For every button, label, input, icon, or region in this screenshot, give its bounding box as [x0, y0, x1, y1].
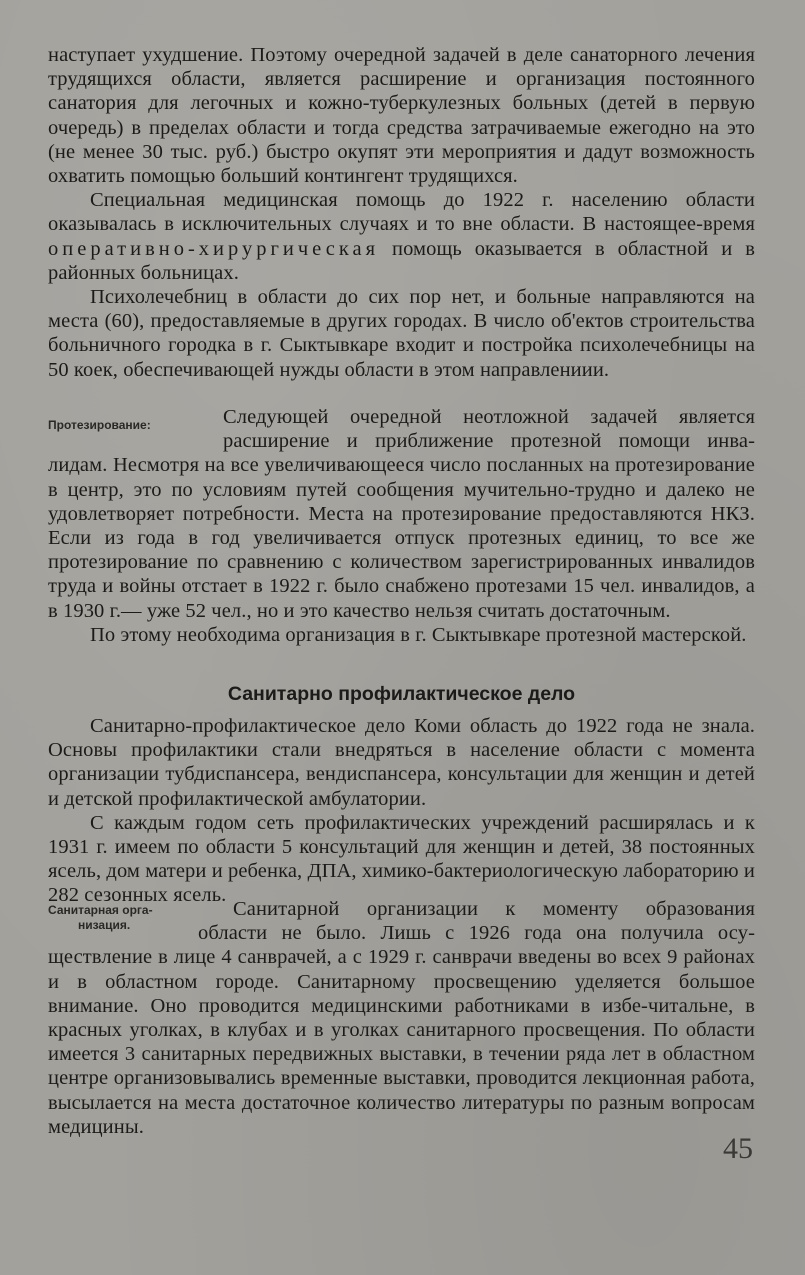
paragraph-prophylactic-network: С каждым годом сеть профилактических учреждений расширялась и к 1931 г. имеем по области 5 консультаций для женщин и детей, 38 постоянных ясель, дом матери и ребенка, ДПА, химико-бактериологическую лабораторию и 282 сезонных ясель.: [48, 811, 755, 907]
margin-note-prosthetics: Протезирование:: [48, 418, 151, 432]
paragraph-sanitary-first: Санитарной организации к моменту образования: [233, 898, 755, 920]
section-heading: Санитарно профилактическое дело: [227, 683, 576, 705]
paragraph-sanitary-organization: [48, 897, 755, 1139]
page-number: 45: [723, 1132, 753, 1165]
paragraph-special-care-b: помощь оказывается в областной и в районных больницах.: [48, 237, 755, 284]
paragraph-prosthetics-first: Следующей очередной неотложной задачей является расширение и приближение протезной помощи инва-: [223, 406, 755, 453]
paragraph-prosthetics: [48, 405, 755, 647]
paragraph-special-care-a: Специальная медицинская помощь до 1922 г. населению области оказывалась в исключительных случаях и то вне области. В настоящее-время: [48, 189, 755, 236]
text-block-sanitary: [48, 714, 755, 908]
paragraph-sanitary-rest: ществление в лице 4 санврачей, а с 1929 г. санврачи введены во всех 9 районах и в областном городе. Санитарному просвещению уделяется большое внимание. Оно проводится медицинскими работниками в избе-читальне, в красных уголках, в клубах и в уголках санитарного просвещения. По области имеется 3 санитарных передвижных выставки, в течении ряда лет в областном центре организовывались временные выставки, проводится лекционная работа, высылается на места достаточное количество литературы по разным вопросам медицины.: [48, 946, 755, 1138]
paragraph-special-care: [48, 188, 755, 285]
margin-note-sanitary-line1: Санитарная орга-: [48, 903, 153, 917]
text-block-top: [48, 43, 755, 382]
paragraph-prosthetics-rest: лидам. Несмотря на все увеличивающееся число посланных на протезирование в центр, это по условиям путей сообщения мучительно-трудно и далеко не удовлетворяет потребности. Места на протезирование предоставляются НКЗ. Если из года в год увеличивается отпуск протезных единиц, то все же протезирование по сравнению с количеством зарегистрированных инвалидов труда и войны отстает в 1922 г. было снабжено протезами 15 чел. инвалидов, а в 1930 г.— уже 52 чел., но и это качество нельзя считать достаточным.: [48, 454, 755, 622]
paragraph-sanitary-prophylactic: Санитарно-профилактическое дело Коми область до 1922 года не знала. Основы профилактики стали внедряться в население области с момента организации тубдиспансера, вендиспансера, консультации для женщин и детей и детской профилактической амбулатории.: [48, 715, 755, 810]
paragraph-sanatorium: наступает ухудшение. Поэтому очередной задачей в деле санаторного лечения трудящихся области, является расширение и организация постоянного санатория для легочных и кожно-туберкулезных больных (детей в первую очередь) в пределах области и тогда средства затрачиваемые ежегодно на это (не менее 30 тыс. руб.) быстро окупят эти мероприятия и дадут возможность охватить помощью больший контингент трудящихся.: [48, 44, 755, 188]
margin-note-sanitary-line2: низация.: [78, 918, 131, 932]
emphasis-operative-surgical: оперативно-хирургическая: [48, 237, 380, 260]
paragraph-prosthetic-workshop: По этому необходима организация в г. Сыктывкаре протезной мастерской.: [90, 623, 747, 646]
paragraph-sanitary-second: области не было. Лишь с 1926 года она получила осу-: [198, 922, 755, 945]
paragraph-psychiatric: Психолечебниц в области до сих пор нет, и больные направляются на места (60), предоставляемые в других городах. В число об'ектов строительства больничного городка в г. Сыктывкаре входит и постройка психолечебницы на 50 коек, обеспечивающей нужды области в этом направлениии.: [48, 286, 755, 381]
